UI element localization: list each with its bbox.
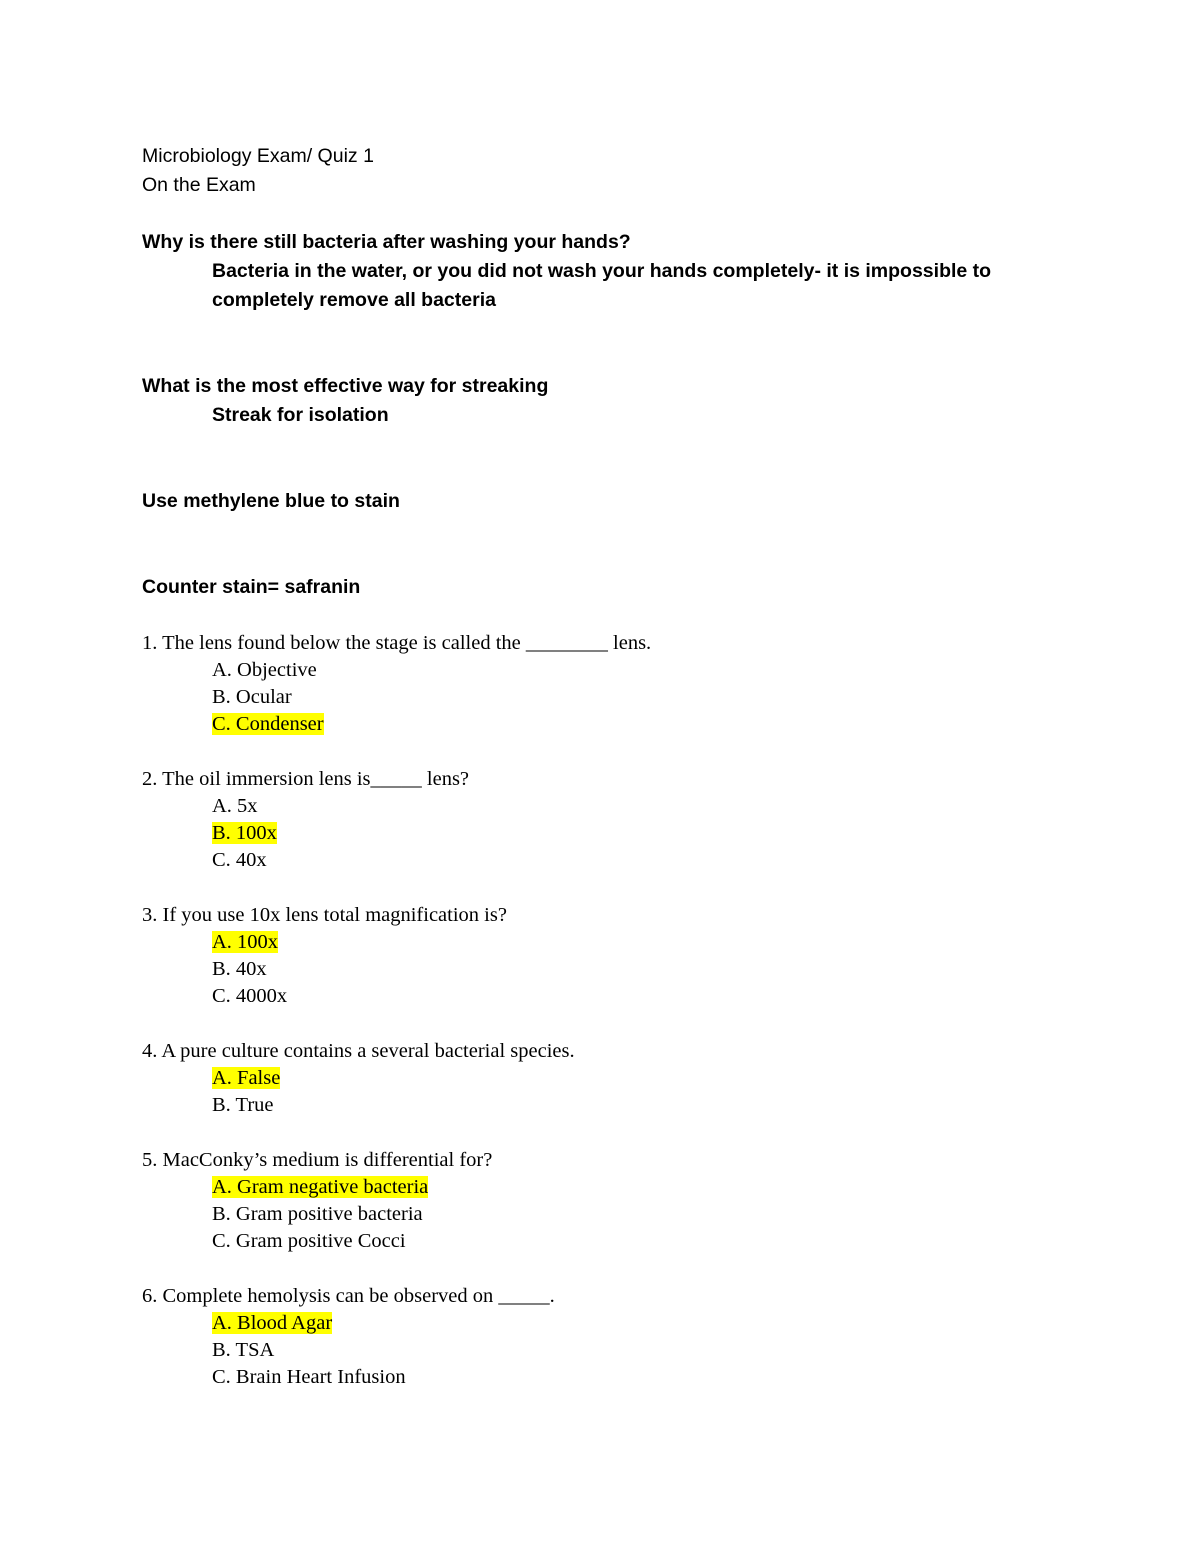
page-subtitle: On the Exam [142, 174, 256, 196]
note-question: What is the most effective way for streaking [142, 375, 549, 397]
answer-option: B. TSA [212, 1339, 275, 1361]
note-block [142, 573, 1062, 602]
question-block [142, 1283, 1062, 1391]
question-block [142, 902, 1062, 1010]
note-statement: Use methylene blue to stain [142, 490, 400, 512]
correct-answer-option: A. 100x [212, 931, 279, 953]
answer-option: C. 4000x [212, 985, 288, 1007]
spacer [142, 1010, 1062, 1038]
answer-option: A. 5x [212, 795, 258, 817]
spacer [142, 516, 1062, 573]
question-stem: 3. If you use 10x lens total magnification is? [142, 904, 507, 926]
note-block [142, 372, 1062, 430]
answer-option-row [142, 657, 1062, 684]
answer-option: B. True [212, 1094, 274, 1116]
answer-option: B. Ocular [212, 686, 292, 708]
answer-option: C. Gram positive Cocci [212, 1230, 406, 1252]
spacer [142, 602, 1062, 630]
answer-option-row [142, 847, 1062, 874]
note-answer: Streak for isolation [212, 404, 389, 426]
answer-option-row [142, 956, 1062, 983]
question-stem: 5. MacConky’s medium is differential for? [142, 1149, 493, 1171]
question-stem: 4. A pure culture contains a several bacterial species. [142, 1040, 575, 1062]
answer-option-row [142, 793, 1062, 820]
answer-option-row [142, 1337, 1062, 1364]
question-block [142, 630, 1062, 738]
correct-answer-option: B. 100x [212, 822, 277, 844]
page-title: Microbiology Exam/ Quiz 1 [142, 145, 374, 167]
note-question: Why is there still bacteria after washing your hands? [142, 231, 631, 253]
question-block [142, 766, 1062, 874]
answer-option-row [142, 820, 1062, 847]
question-stem: 1. The lens found below the stage is called the ________ lens. [142, 632, 652, 654]
answer-option: C. 40x [212, 849, 267, 871]
answer-option: B. Gram positive bacteria [212, 1203, 423, 1225]
answer-option-row [142, 711, 1062, 738]
spacer [142, 874, 1062, 902]
spacer [142, 430, 1062, 487]
answer-option-row [142, 929, 1062, 956]
answer-option-row [142, 684, 1062, 711]
answer-option-row [142, 1092, 1062, 1119]
spacer [142, 1255, 1062, 1283]
spacer [142, 200, 1062, 228]
answer-option-row [142, 1364, 1062, 1391]
correct-answer-option: A. Gram negative bacteria [212, 1176, 429, 1198]
note-block [142, 487, 1062, 516]
answer-option-row [142, 1228, 1062, 1255]
answer-option: C. Brain Heart Infusion [212, 1366, 406, 1388]
correct-answer-option: A. False [212, 1067, 281, 1089]
note-answer: Bacteria in the water, or you did not wash your hands completely- it is impossible to completely remove all bacteria [212, 260, 997, 311]
answer-option-row [142, 1174, 1062, 1201]
answer-option: A. Objective [212, 659, 317, 681]
question-stem: 6. Complete hemolysis can be observed on _____. [142, 1285, 555, 1307]
spacer [142, 315, 1062, 372]
question-block [142, 1038, 1062, 1119]
answer-option-row [142, 983, 1062, 1010]
spacer [142, 1119, 1062, 1147]
correct-answer-option: A. Blood Agar [212, 1312, 333, 1334]
document-page [142, 142, 1062, 1391]
answer-option: B. 40x [212, 958, 267, 980]
question-block [142, 1147, 1062, 1255]
question-stem: 2. The oil immersion lens is_____ lens? [142, 768, 470, 790]
spacer [142, 738, 1062, 766]
document-header [142, 142, 1062, 200]
note-statement: Counter stain= safranin [142, 576, 361, 598]
answer-option-row [142, 1065, 1062, 1092]
correct-answer-option: C. Condenser [212, 713, 324, 735]
note-block [142, 228, 1062, 315]
answer-option-row [142, 1310, 1062, 1337]
question-list [142, 630, 1062, 1391]
answer-option-row [142, 1201, 1062, 1228]
